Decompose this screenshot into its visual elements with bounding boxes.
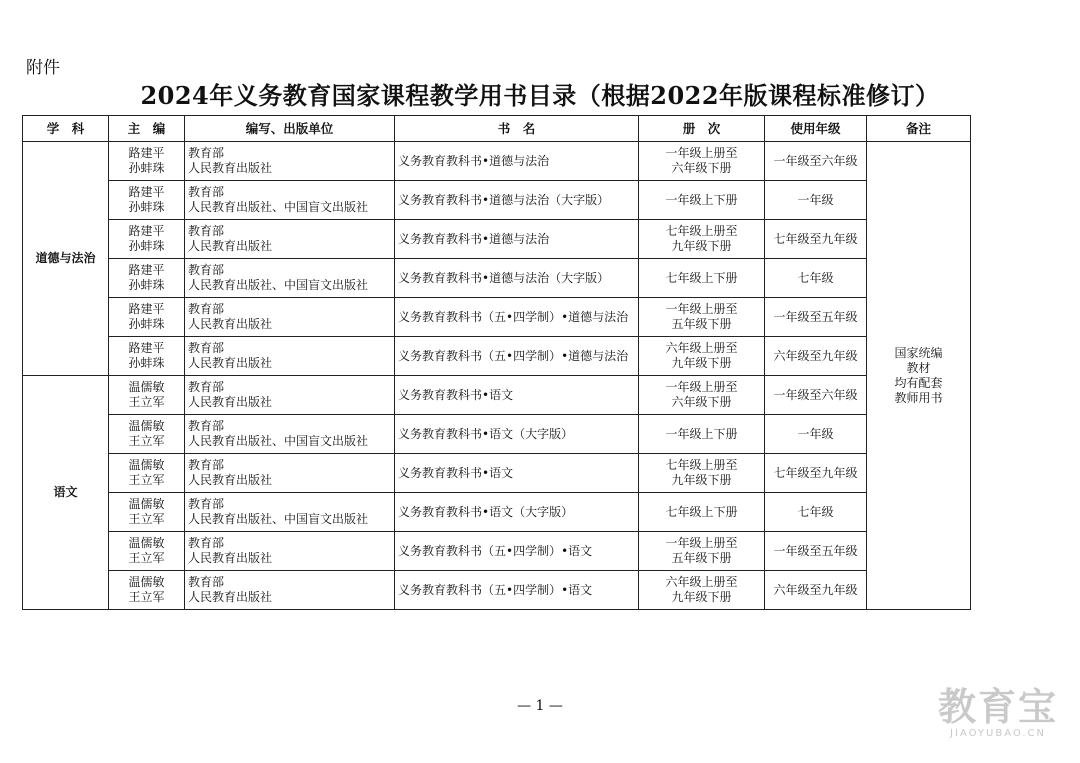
book-title-cell: 义务教育教科书•道德与法治 bbox=[395, 220, 639, 259]
editor-cell-line: 王立军 bbox=[128, 590, 165, 604]
editor-cell-line: 孙蚌珠 bbox=[128, 200, 165, 214]
publisher-cell-line: 教育部 bbox=[188, 302, 225, 316]
publisher-cell-line: 人民教育出版社 bbox=[188, 551, 273, 565]
volume-cell bbox=[639, 571, 765, 610]
editor-cell bbox=[109, 298, 185, 337]
table-row bbox=[23, 181, 971, 220]
editor-cell-line: 王立军 bbox=[128, 473, 165, 487]
table-header-row bbox=[23, 116, 971, 142]
header-book: 书 名 bbox=[395, 116, 639, 142]
book-title-cell: 义务教育教科书（五•四学制）•道德与法治 bbox=[395, 298, 639, 337]
publisher-cell bbox=[185, 376, 395, 415]
publisher-cell-line: 教育部 bbox=[188, 146, 225, 160]
publisher-cell-line: 人民教育出版社 bbox=[188, 590, 273, 604]
publisher-cell bbox=[185, 532, 395, 571]
editor-cell-line: 王立军 bbox=[128, 512, 165, 526]
textbook-catalog-table bbox=[22, 115, 971, 610]
editor-cell-line: 路建平 bbox=[128, 224, 165, 238]
subject-cell: 语文 bbox=[23, 376, 109, 610]
editor-cell bbox=[109, 532, 185, 571]
book-title-cell: 义务教育教科书•语文（大字版） bbox=[395, 493, 639, 532]
volume-cell-line: 六年级上册至 bbox=[665, 575, 738, 589]
volume-cell bbox=[639, 181, 765, 220]
volume-cell bbox=[639, 142, 765, 181]
editor-cell-line: 孙蚌珠 bbox=[128, 161, 165, 175]
editor-cell-line: 王立军 bbox=[128, 395, 165, 409]
volume-cell-line: 一年级上册至 bbox=[665, 380, 738, 394]
publisher-cell bbox=[185, 415, 395, 454]
table-row bbox=[23, 571, 971, 610]
editor-cell bbox=[109, 493, 185, 532]
publisher-cell-line: 教育部 bbox=[188, 536, 225, 550]
volume-cell-line: 一年级上册至 bbox=[665, 146, 738, 160]
grade-cell: 六年级至九年级 bbox=[765, 571, 867, 610]
volume-cell bbox=[639, 376, 765, 415]
editor-cell bbox=[109, 181, 185, 220]
editor-cell-line: 孙蚌珠 bbox=[128, 278, 165, 292]
editor-cell-line: 温儒敏 bbox=[128, 380, 165, 394]
table-row bbox=[23, 454, 971, 493]
note-cell-line: 教材 bbox=[906, 360, 931, 375]
table-row bbox=[23, 532, 971, 571]
note-cell-line: 均有配套 bbox=[894, 375, 943, 390]
volume-cell-line: 九年级下册 bbox=[671, 590, 732, 604]
volume-cell bbox=[639, 337, 765, 376]
header-note: 备注 bbox=[867, 116, 971, 142]
watermark-logo bbox=[938, 686, 1058, 739]
volume-cell-line: 一年级上下册 bbox=[665, 426, 738, 441]
table-row bbox=[23, 298, 971, 337]
publisher-cell bbox=[185, 337, 395, 376]
publisher-cell-line: 人民教育出版社 bbox=[188, 395, 273, 409]
header-publisher: 编写、出版单位 bbox=[185, 116, 395, 142]
publisher-cell-line: 人民教育出版社、中国盲文出版社 bbox=[188, 200, 369, 214]
publisher-cell-line: 教育部 bbox=[188, 575, 225, 589]
table-row bbox=[23, 220, 971, 259]
editor-cell-line: 孙蚌珠 bbox=[128, 239, 165, 253]
watermark-domain: JIAOYUBAO.CN bbox=[950, 728, 1046, 739]
grade-cell: 七年级 bbox=[765, 259, 867, 298]
grade-cell: 一年级至五年级 bbox=[765, 532, 867, 571]
volume-cell bbox=[639, 259, 765, 298]
publisher-cell-line: 教育部 bbox=[188, 224, 225, 238]
volume-cell-line: 九年级下册 bbox=[671, 356, 732, 370]
publisher-cell-line: 教育部 bbox=[188, 419, 225, 433]
editor-cell bbox=[109, 337, 185, 376]
volume-cell-line: 六年级上册至 bbox=[665, 341, 738, 355]
editor-cell-line: 孙蚌珠 bbox=[128, 317, 165, 331]
note-cell-line: 教师用书 bbox=[894, 390, 943, 405]
volume-cell bbox=[639, 532, 765, 571]
header-volume: 册 次 bbox=[639, 116, 765, 142]
book-title-cell: 义务教育教科书•语文 bbox=[395, 376, 639, 415]
publisher-cell bbox=[185, 571, 395, 610]
publisher-cell-line: 教育部 bbox=[188, 458, 225, 472]
editor-cell-line: 温儒敏 bbox=[128, 419, 165, 433]
publisher-cell-line: 教育部 bbox=[188, 380, 225, 394]
editor-cell-line: 温儒敏 bbox=[128, 536, 165, 550]
publisher-cell bbox=[185, 259, 395, 298]
table-row bbox=[23, 142, 971, 181]
publisher-cell-line: 人民教育出版社 bbox=[188, 356, 273, 370]
grade-cell: 六年级至九年级 bbox=[765, 337, 867, 376]
watermark-text: 教育宝 bbox=[937, 685, 1058, 729]
publisher-cell-line: 教育部 bbox=[188, 341, 225, 355]
book-title-cell: 义务教育教科书（五•四学制）•语文 bbox=[395, 571, 639, 610]
editor-cell bbox=[109, 142, 185, 181]
publisher-cell bbox=[185, 454, 395, 493]
volume-cell-line: 一年级上下册 bbox=[665, 192, 738, 207]
publisher-cell bbox=[185, 298, 395, 337]
editor-cell-line: 温儒敏 bbox=[128, 575, 165, 589]
volume-cell-line: 六年级下册 bbox=[671, 161, 732, 175]
table-row bbox=[23, 415, 971, 454]
editor-cell-line: 王立军 bbox=[128, 434, 165, 448]
volume-cell-line: 一年级上册至 bbox=[665, 302, 738, 316]
grade-cell: 一年级至五年级 bbox=[765, 298, 867, 337]
publisher-cell-line: 人民教育出版社、中国盲文出版社 bbox=[188, 278, 369, 292]
editor-cell-line: 路建平 bbox=[128, 263, 165, 277]
publisher-cell-line: 人民教育出版社 bbox=[188, 239, 273, 253]
book-title-cell: 义务教育教科书（五•四学制）•语文 bbox=[395, 532, 639, 571]
volume-cell bbox=[639, 298, 765, 337]
publisher-cell-line: 人民教育出版社、中国盲文出版社 bbox=[188, 434, 369, 448]
subject-cell: 道德与法治 bbox=[23, 142, 109, 376]
volume-cell-line: 六年级下册 bbox=[671, 395, 732, 409]
editor-cell-line: 路建平 bbox=[128, 185, 165, 199]
publisher-cell-line: 人民教育出版社 bbox=[188, 473, 273, 487]
volume-cell-line: 七年级上下册 bbox=[665, 270, 738, 285]
table-body bbox=[23, 142, 971, 610]
volume-cell-line: 九年级下册 bbox=[671, 473, 732, 487]
publisher-cell bbox=[185, 220, 395, 259]
editor-cell bbox=[109, 415, 185, 454]
book-title-cell: 义务教育教科书•语文 bbox=[395, 454, 639, 493]
volume-cell bbox=[639, 493, 765, 532]
table-row bbox=[23, 376, 971, 415]
header-subject: 学 科 bbox=[23, 116, 109, 142]
publisher-cell-line: 人民教育出版社、中国盲文出版社 bbox=[188, 512, 369, 526]
grade-cell: 一年级 bbox=[765, 181, 867, 220]
editor-cell-line: 温儒敏 bbox=[128, 458, 165, 472]
publisher-cell-line: 教育部 bbox=[188, 263, 225, 277]
table-row bbox=[23, 259, 971, 298]
grade-cell: 七年级至九年级 bbox=[765, 220, 867, 259]
grade-cell: 七年级 bbox=[765, 493, 867, 532]
volume-cell-line: 七年级上下册 bbox=[665, 504, 738, 519]
grade-cell: 七年级至九年级 bbox=[765, 454, 867, 493]
editor-cell-line: 路建平 bbox=[128, 302, 165, 316]
book-title-cell: 义务教育教科书•语文（大字版） bbox=[395, 415, 639, 454]
table-row bbox=[23, 337, 971, 376]
grade-cell: 一年级 bbox=[765, 415, 867, 454]
editor-cell-line: 孙蚌珠 bbox=[128, 356, 165, 370]
publisher-cell bbox=[185, 493, 395, 532]
volume-cell-line: 一年级上册至 bbox=[665, 536, 738, 550]
editor-cell bbox=[109, 259, 185, 298]
volume-cell bbox=[639, 220, 765, 259]
editor-cell-line: 温儒敏 bbox=[128, 497, 165, 511]
page-number: — 1 — bbox=[517, 698, 563, 714]
note-cell bbox=[867, 142, 971, 610]
grade-cell: 一年级至六年级 bbox=[765, 376, 867, 415]
volume-cell-line: 九年级下册 bbox=[671, 239, 732, 253]
editor-cell-line: 路建平 bbox=[128, 341, 165, 355]
publisher-cell-line: 教育部 bbox=[188, 185, 225, 199]
editor-cell bbox=[109, 220, 185, 259]
volume-cell-line: 七年级上册至 bbox=[665, 224, 738, 238]
editor-cell-line: 路建平 bbox=[128, 146, 165, 160]
document-title: 2024年义务教育国家课程教学用书目录（根据2022年版课程标准修订） bbox=[140, 81, 940, 110]
book-title-cell: 义务教育教科书•道德与法治（大字版） bbox=[395, 181, 639, 220]
book-title-cell: 义务教育教科书•道德与法治（大字版） bbox=[395, 259, 639, 298]
publisher-cell bbox=[185, 181, 395, 220]
volume-cell-line: 七年级上册至 bbox=[665, 458, 738, 472]
note-cell-line: 国家统编 bbox=[894, 345, 943, 360]
publisher-cell-line: 人民教育出版社 bbox=[188, 161, 273, 175]
table-row bbox=[23, 493, 971, 532]
header-editor: 主 编 bbox=[109, 116, 185, 142]
book-title-cell: 义务教育教科书（五•四学制）•道德与法治 bbox=[395, 337, 639, 376]
grade-cell: 一年级至六年级 bbox=[765, 142, 867, 181]
volume-cell-line: 五年级下册 bbox=[671, 551, 732, 565]
attachment-label: 附件 bbox=[26, 58, 60, 78]
book-title-cell: 义务教育教科书•道德与法治 bbox=[395, 142, 639, 181]
editor-cell bbox=[109, 454, 185, 493]
publisher-cell-line: 教育部 bbox=[188, 497, 225, 511]
volume-cell bbox=[639, 415, 765, 454]
editor-cell-line: 王立军 bbox=[128, 551, 165, 565]
editor-cell bbox=[109, 376, 185, 415]
volume-cell-line: 五年级下册 bbox=[671, 317, 732, 331]
volume-cell bbox=[639, 454, 765, 493]
publisher-cell-line: 人民教育出版社 bbox=[188, 317, 273, 331]
publisher-cell bbox=[185, 142, 395, 181]
header-grade: 使用年级 bbox=[765, 116, 867, 142]
editor-cell bbox=[109, 571, 185, 610]
